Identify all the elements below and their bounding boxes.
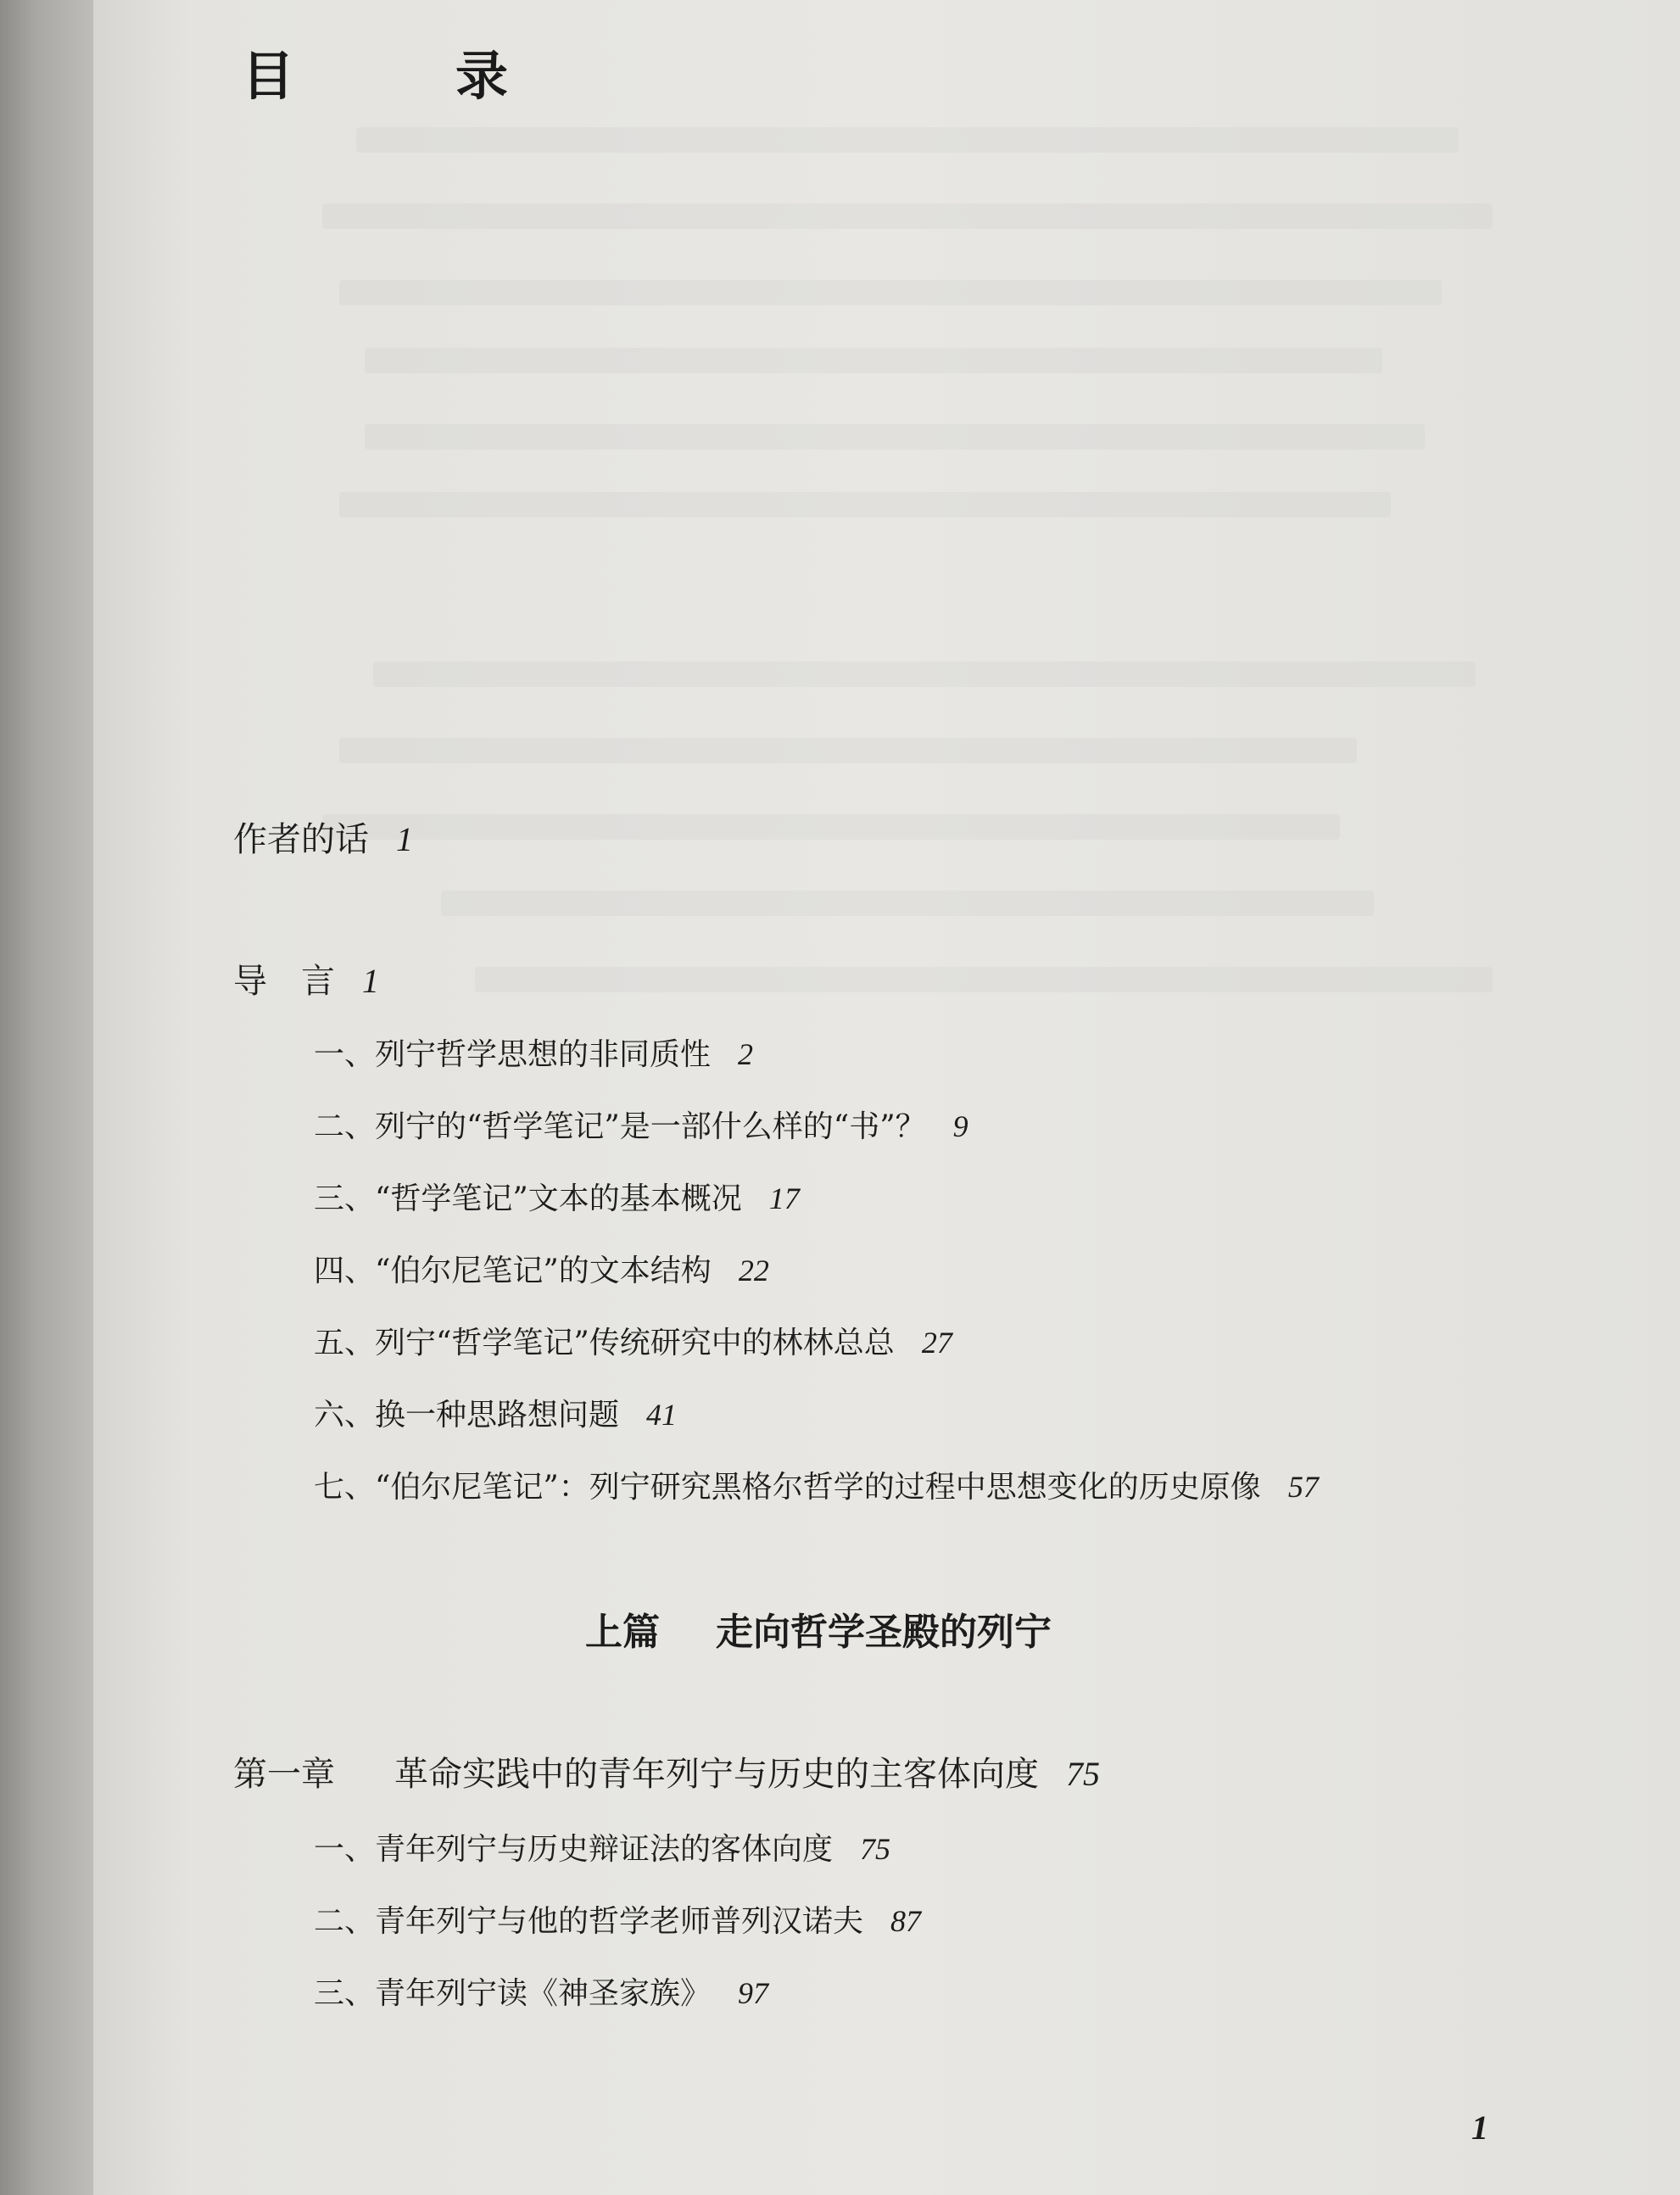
toc-entry-chapter-1-1[interactable] <box>314 1825 890 1868</box>
entry-label: 三、青年列宁读《神圣家族》 <box>314 1976 712 2011</box>
toc-entry-intro-7[interactable] <box>314 1463 1319 1506</box>
entry-label: 五、列宁“哲学笔记”传统研究中的林林总总 <box>314 1326 895 1360</box>
entry-page-number: 1 <box>396 820 413 858</box>
toc-entry-intro-2[interactable] <box>314 1103 968 1146</box>
entry-label: 一、列宁哲学思想的非同质性 <box>314 1037 712 1072</box>
book-spine-shadow <box>0 0 93 2195</box>
toc-entry-intro-4[interactable] <box>314 1247 769 1290</box>
toc-entry-intro-3[interactable] <box>314 1175 800 1218</box>
entry-page-number: 75 <box>860 1832 891 1866</box>
toc-entry-chapter-1-2[interactable] <box>314 1897 921 1941</box>
part-title: 走向哲学圣殿的列宁 <box>716 1611 1052 1654</box>
entry-page-number: 27 <box>921 1326 952 1360</box>
entry-page-number: 2 <box>738 1037 754 1071</box>
toc-entry-intro-1[interactable] <box>314 1030 753 1074</box>
toc-entry-intro[interactable] <box>233 954 379 1003</box>
chapter-label: 第一章 <box>233 1755 335 1794</box>
entry-label: 四、“伯尔尼笔记”的文本结构 <box>314 1254 712 1288</box>
entry-label: 七、“伯尔尼笔记”：列宁研究黑格尔哲学的过程中思想变化的历史原像 <box>314 1470 1261 1505</box>
entry-page-number: 57 <box>1287 1470 1319 1504</box>
entry-label: 六、换一种思路想问题 <box>314 1398 620 1433</box>
toc-entry-intro-5[interactable] <box>314 1319 952 1362</box>
toc-entry-intro-6[interactable] <box>314 1391 677 1434</box>
page-folio-number: 1 <box>1471 2108 1488 2147</box>
entry-label: 作者的话 <box>233 820 369 859</box>
part-label: 上篇 <box>585 1611 660 1654</box>
entry-page-number: 41 <box>646 1398 678 1432</box>
toc-entry-author-note[interactable] <box>233 813 413 861</box>
entry-page-number: 17 <box>768 1181 800 1215</box>
entry-label: 二、青年列宁与他的哲学老师普列汉诺夫 <box>314 1904 864 1939</box>
entry-page-number: 22 <box>738 1254 769 1287</box>
entry-label: 导 言 <box>233 962 335 1001</box>
entry-label: 一、青年列宁与历史辩证法的客体向度 <box>314 1832 834 1867</box>
entry-page-number: 87 <box>890 1904 922 1938</box>
entry-page-number: 9 <box>952 1109 968 1143</box>
toc-entry-chapter-1-3[interactable] <box>314 1969 768 2013</box>
entry-label: 二、列宁的“哲学笔记”是一部什么样的“书”？ <box>314 1109 926 1144</box>
toc-title: 目 录 <box>242 45 563 107</box>
toc-entry-chapter-1[interactable] <box>233 1747 1100 1796</box>
part-heading <box>585 1601 1052 1656</box>
chapter-title: 革命实践中的青年列宁与历史的主客体向度 <box>394 1755 1039 1794</box>
entry-label: 三、“哲学笔记”文本的基本概况 <box>314 1181 742 1216</box>
entry-page-number: 75 <box>1066 1755 1100 1793</box>
entry-page-number: 97 <box>738 1976 769 2010</box>
entry-page-number: 1 <box>362 962 379 1000</box>
